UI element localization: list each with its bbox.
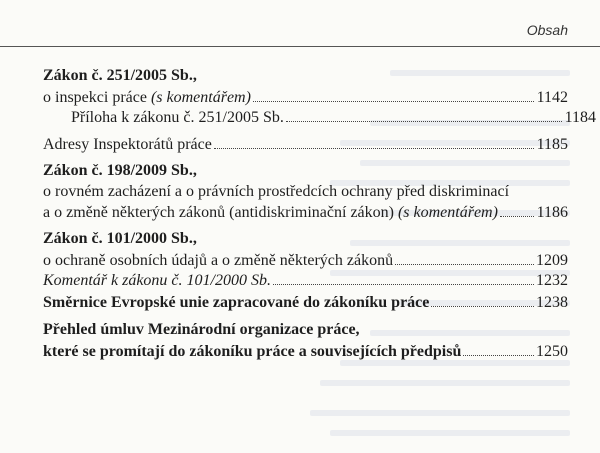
toc-line [43, 320, 568, 340]
dot-leader [500, 202, 534, 217]
toc-line [43, 182, 568, 202]
dot-leader [253, 87, 534, 102]
toc-line [43, 134, 568, 154]
page-header [0, 20, 600, 47]
page-number: 1186 [536, 204, 568, 221]
dot-leader [286, 107, 562, 122]
toc-line-text: které se promítají do zákoníku práce a souvisejících předpisů [43, 343, 462, 360]
toc-line [43, 341, 568, 361]
toc-heading-text: Zákon č. 251/2005 Sb., [43, 67, 197, 84]
dot-leader [395, 250, 534, 265]
dot-leader [463, 341, 534, 356]
toc-heading [43, 229, 568, 249]
toc-line-italic: (s komentářem) [397, 204, 498, 221]
toc-line [43, 107, 596, 127]
toc-line [43, 202, 568, 222]
dot-leader [214, 134, 534, 149]
page-number: 1232 [536, 272, 568, 289]
toc-line-text: o inspekci práce (s komentářem) [43, 89, 251, 106]
toc-line [43, 292, 568, 312]
toc-line [43, 270, 568, 290]
toc-line-text: Příloha k zákonu č. 251/2005 Sb. [71, 109, 284, 126]
page-number: 1209 [536, 252, 568, 269]
page-number: 1185 [536, 136, 568, 153]
toc-heading-text: Zákon č. 198/2009 Sb., [43, 162, 197, 179]
toc-line-text: o ochraně osobních údajů a o změně některých zákonů [43, 252, 394, 269]
toc-line-italic: Komentář k zákonu č. 101/2000 Sb. [43, 272, 271, 289]
page-number: 1238 [536, 294, 568, 311]
page-number: 1142 [536, 89, 568, 106]
page-number: 1184 [564, 109, 596, 126]
toc-line-italic: (s komentářem) [150, 89, 251, 106]
page-number: 1250 [536, 343, 568, 360]
toc-line-text: o rovném zacházení a o právních prostředcích ochrany před diskriminací [43, 183, 510, 200]
toc-line-text: a o změně některých zákonů (antidiskriminační zákon) (s komentářem) [43, 204, 498, 221]
toc-line-text: Adresy Inspektorátů práce [43, 136, 212, 153]
dot-leader [273, 270, 534, 285]
toc-heading [43, 66, 568, 86]
toc-line [43, 87, 568, 107]
toc-heading-text: Zákon č. 101/2000 Sb., [43, 230, 197, 247]
header-title: Obsah [526, 22, 568, 38]
toc-line-text: Směrnice Evropské unie zapracované do zákoníku práce [43, 294, 430, 311]
toc-heading [43, 161, 568, 181]
toc-line [43, 250, 568, 270]
dot-leader [431, 292, 534, 307]
toc-line-text: Přehled úmluv Mezinárodní organizace práce, [43, 321, 360, 338]
